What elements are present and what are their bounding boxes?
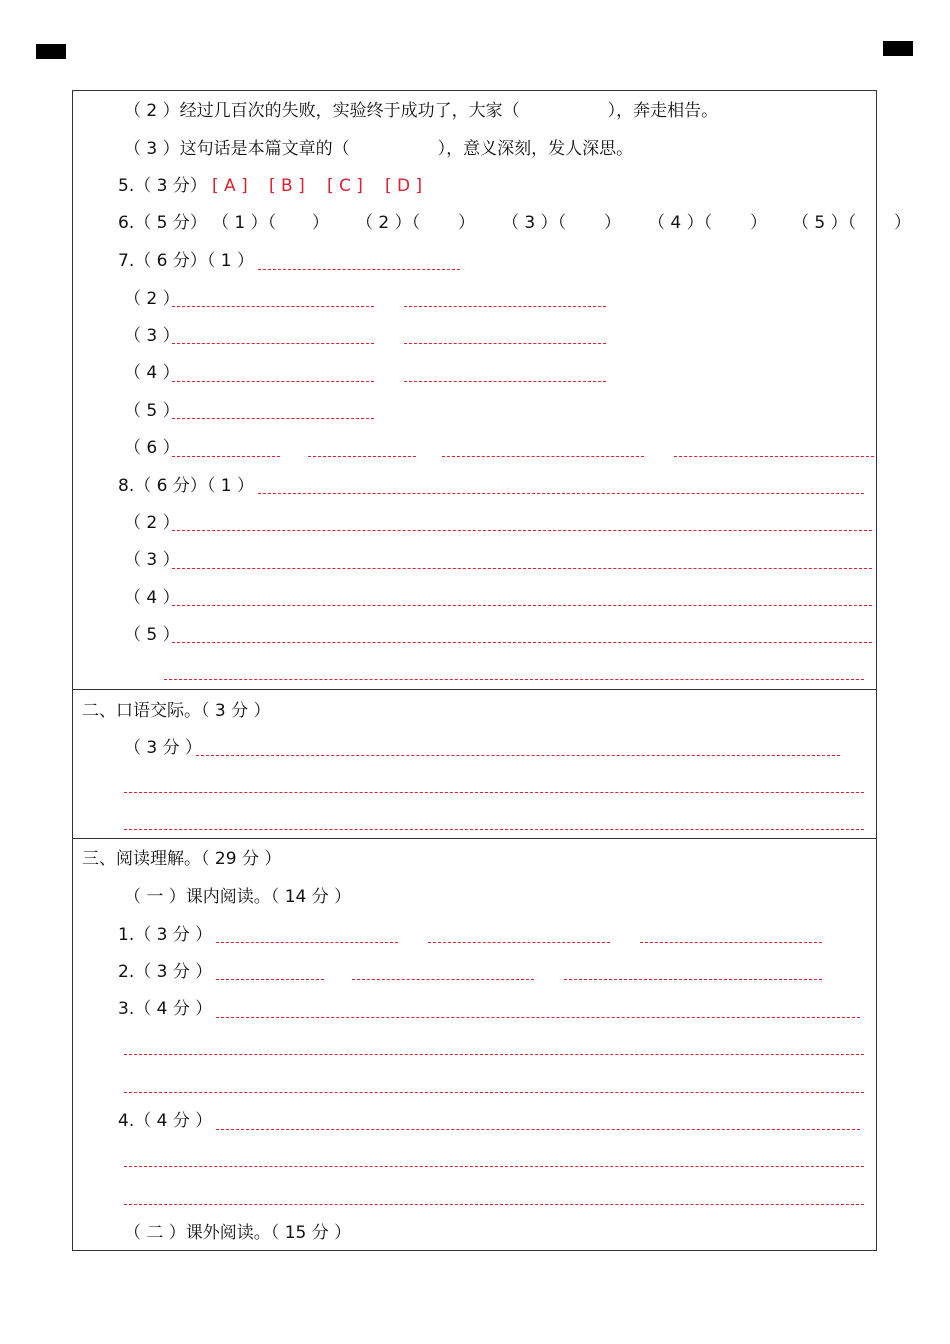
q7-sub-4: （ 4 ）	[124, 363, 180, 383]
q2-line	[124, 100, 718, 122]
reading-q4-answer-line-1[interactable]	[216, 1129, 860, 1130]
q7-sub-6: （ 6 ）	[124, 438, 180, 458]
reading-q4-label: 4.（ 4 分 ）	[118, 1111, 213, 1131]
reading-q4-answer-line-3[interactable]	[124, 1204, 864, 1205]
reading-q1-answer-c[interactable]	[640, 942, 822, 943]
q8-sub-2: （ 2 ）	[124, 513, 180, 533]
corner-marker-left	[36, 44, 66, 59]
q8-label: 8.（ 6 分）（ 1 ）	[118, 476, 254, 496]
q6-part-3: （ 3 ）（	[502, 213, 567, 233]
q6-label: 6.（ 5 分）	[118, 213, 207, 233]
q6-part-2-close: ）	[458, 213, 475, 233]
q3-text-end: ），意义深刻，发人深思。	[437, 139, 634, 159]
reading-q3-label: 3.（ 4 分 ）	[118, 999, 213, 1019]
section-two-title: 二、口语交际。（ 3 分 ）	[82, 701, 271, 721]
q7-6-answer-a[interactable]	[172, 456, 280, 457]
q8-4-answer-line[interactable]	[172, 605, 872, 606]
q7-sub-2: （ 2 ）	[124, 289, 180, 309]
q8-sub-4: （ 4 ）	[124, 588, 180, 608]
q7-4-answer-a[interactable]	[172, 381, 374, 382]
q8-sub-3: （ 3 ）	[124, 550, 180, 570]
q2-text-end: ），奔走相告。	[607, 101, 719, 121]
oral-answer-line-3[interactable]	[124, 829, 864, 830]
q3-line	[124, 138, 633, 160]
q5-option-b[interactable]: [ B ]	[269, 176, 305, 196]
corner-marker-right	[883, 41, 913, 56]
q5-line	[118, 175, 207, 197]
q8-5-answer-line[interactable]	[172, 642, 872, 643]
q5-option-a[interactable]: [ A ]	[212, 176, 248, 196]
section-three-title: 三、阅读理解。（ 29 分 ）	[82, 849, 282, 869]
reading-q3-answer-line-2[interactable]	[124, 1054, 864, 1055]
q7-sub-3: （ 3 ）	[124, 326, 180, 346]
q7-6-answer-c[interactable]	[442, 456, 644, 457]
q7-3-answer-b[interactable]	[404, 343, 606, 344]
q7-4-answer-b[interactable]	[404, 381, 606, 382]
q6-part-2: （ 2 ）（	[356, 213, 421, 233]
reading-q2-answer-c[interactable]	[564, 979, 822, 980]
section-two-sub: （ 3 分 ）	[124, 738, 203, 758]
q6-part-1-close: ）	[312, 213, 329, 233]
q6-part-3-close: ）	[604, 213, 621, 233]
reading-q2-label: 2.（ 3 分 ）	[118, 962, 213, 982]
q7-label: 7.（ 6 分）（ 1 ）	[118, 251, 254, 271]
q2-text: （ 2 ）经过几百次的失败，实验终于成功了，大家（	[124, 101, 520, 121]
reading-q1-answer-b[interactable]	[428, 942, 610, 943]
q7-1-answer-line[interactable]	[258, 269, 460, 270]
part-one-title: （ 一 ）课内阅读。（ 14 分 ）	[124, 887, 352, 907]
q8-sub-5: （ 5 ）	[124, 625, 180, 645]
q7-sub-5: （ 5 ）	[124, 401, 180, 421]
q6-part-5: （ 5 ）（	[792, 213, 857, 233]
q8-3-answer-line[interactable]	[172, 568, 872, 569]
q6-part-5-close: ）	[894, 213, 911, 233]
oral-answer-line-1[interactable]	[196, 755, 840, 756]
q7-6-answer-d[interactable]	[674, 456, 874, 457]
q7-6-answer-b[interactable]	[308, 456, 416, 457]
q8-2-answer-line[interactable]	[172, 530, 872, 531]
q7-2-answer-b[interactable]	[404, 306, 606, 307]
reading-q3-answer-line-1[interactable]	[216, 1017, 860, 1018]
q8-5-answer-line-2[interactable]	[164, 679, 864, 680]
q7-2-answer-a[interactable]	[172, 306, 374, 307]
reading-q4-answer-line-2[interactable]	[124, 1166, 864, 1167]
reading-q1-label: 1.（ 3 分 ）	[118, 925, 213, 945]
q5-option-d[interactable]: [ D ]	[385, 176, 423, 196]
q7-3-answer-a[interactable]	[172, 343, 374, 344]
q6-part-1: （ 1 ）（	[212, 213, 277, 233]
oral-answer-line-2[interactable]	[124, 792, 864, 793]
reading-q2-answer-b[interactable]	[352, 979, 534, 980]
q8-1-answer-line[interactable]	[258, 493, 864, 494]
q5-label: 5.（ 3 分）	[118, 176, 207, 196]
q3-text: （ 3 ）这句话是本篇文章的（	[124, 139, 350, 159]
q6-part-4: （ 4 ）（	[648, 213, 713, 233]
q5-option-c[interactable]: [ C ]	[327, 176, 363, 196]
q7-5-answer[interactable]	[172, 418, 374, 419]
part-two-title: （ 二 ）课外阅读。（ 15 分 ）	[124, 1223, 352, 1243]
reading-q1-answer-a[interactable]	[216, 942, 398, 943]
reading-q3-answer-line-3[interactable]	[124, 1092, 864, 1093]
reading-q2-answer-a[interactable]	[216, 979, 324, 980]
q6-part-4-close: ）	[750, 213, 767, 233]
